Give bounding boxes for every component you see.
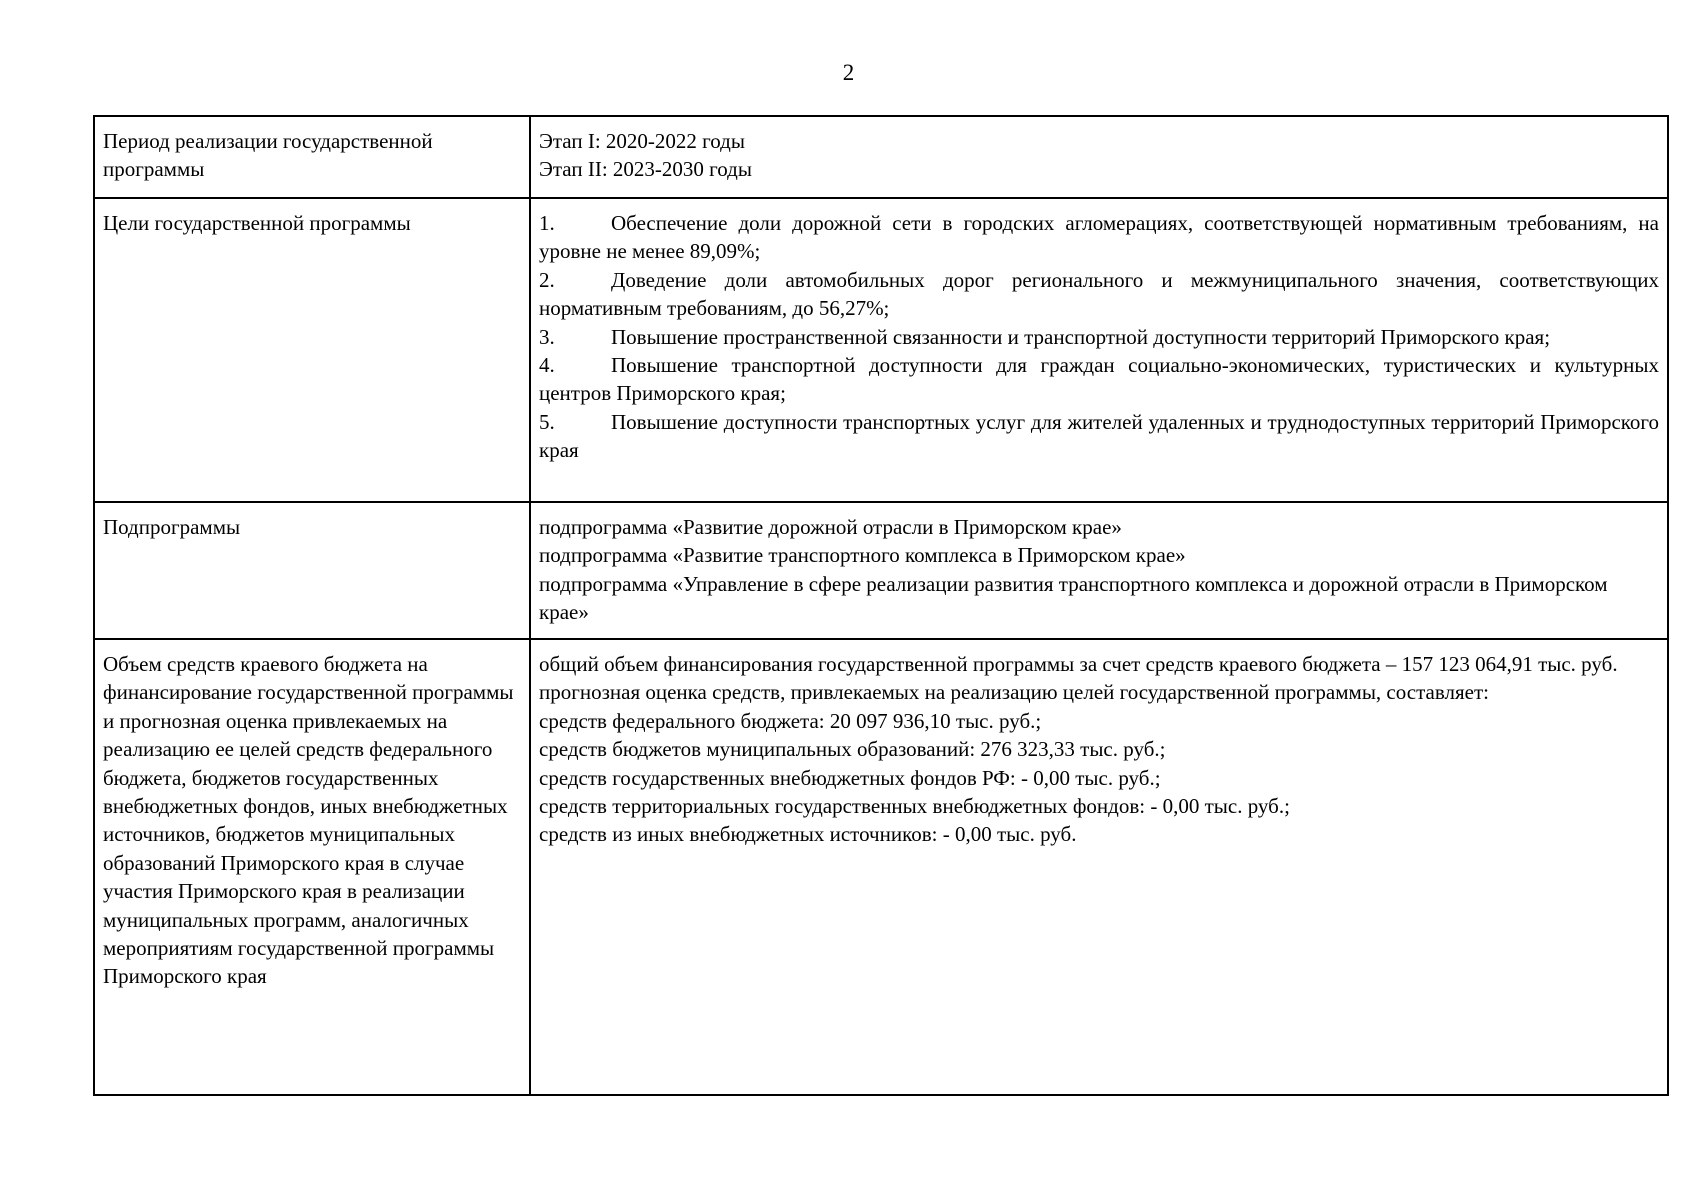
- goal-item: [539, 323, 1659, 351]
- budget-source-state-funds: средств государственных внебюджетных фондов РФ: - 0,00 тыс. руб.;: [539, 765, 1161, 790]
- budget-source-municipal: средств бюджетов муниципальных образований: 276 323,33 тыс. руб.;: [539, 737, 1166, 762]
- stage-2: Этап II: 2023-2030 годы: [539, 157, 752, 182]
- budget-value: [530, 639, 1668, 1095]
- goal-text: Повышение доступности транспортных услуг для жителей удаленных и труднодоступных территорий Приморского края: [539, 409, 1659, 463]
- goal-number: 4.: [539, 353, 555, 378]
- period-label: Период реализации государственной программы: [94, 116, 530, 198]
- budget-source-federal: средств федерального бюджета: 20 097 936,10 тыс. руб.;: [539, 708, 1042, 733]
- goal-item: [539, 209, 1659, 266]
- subprogram-item: подпрограмма «Развитие дорожной отрасли в Приморском крае»: [539, 515, 1122, 539]
- period-value: [530, 116, 1668, 198]
- goal-number: 1.: [539, 211, 555, 235]
- goal-number: 5.: [539, 409, 555, 434]
- table-row-period: [94, 116, 1668, 198]
- table-row-budget: [94, 639, 1668, 1095]
- goal-number: 2.: [539, 267, 555, 292]
- budget-total: общий объем финансирования государственной программы за счет средств краевого бюджета – 157 123 064,91 тыс. руб.: [539, 652, 1618, 676]
- goal-text: Доведение доли автомобильных дорог регионального и межмуниципального значения, соответствующих нормативным требованиям, до 56,27%;: [539, 267, 1659, 321]
- goal-item: [539, 351, 1659, 408]
- subprogram-item: подпрограмма «Развитие транспортного комплекса в Приморском крае»: [539, 543, 1186, 568]
- goals-value: [530, 198, 1668, 502]
- goal-number: 3.: [539, 324, 555, 349]
- subprograms-value: [530, 502, 1668, 639]
- subprogram-item: подпрограмма «Управление в сфере реализации развития транспортного комплекса и дорожной отрасли в Приморском крае»: [539, 571, 1608, 625]
- budget-label: Объем средств краевого бюджета на финансирование государственной программы и прогнозная оценка привлекаемых на реализацию ее целей средств федерального бюджета, бюджетов государственных внебюджетных фондов, иных внебюджетных источников, бюджетов муниципальных образований Приморского края в случае участия Приморского края в реализации муниципальных программ, аналогичных мероприятиям государственной программы Приморского края: [94, 639, 530, 1095]
- budget-forecast-intro: прогнозная оценка средств, привлекаемых на реализацию целей государственной программы, составляет:: [539, 680, 1489, 705]
- subprograms-label: Подпрограммы: [94, 502, 530, 639]
- goal-text: Повышение транспортной доступности для граждан социально-экономических, туристических и культурных центров Приморского края;: [539, 353, 1659, 406]
- budget-source-territorial-funds: средств территориальных государственных внебюджетных фондов: - 0,00 тыс. руб.;: [539, 794, 1290, 819]
- table-row-goals: [94, 198, 1668, 502]
- page-number: 2: [842, 60, 855, 85]
- goal-text: Повышение пространственной связанности и транспортной доступности территорий Приморского края;: [611, 324, 1551, 349]
- budget-source-other: средств из иных внебюджетных источников: - 0,00 тыс. руб.: [539, 822, 1077, 847]
- goal-item: [539, 266, 1659, 323]
- stage-1: Этап I: 2020-2022 годы: [539, 129, 745, 153]
- table-row-subprograms: [94, 502, 1668, 639]
- goals-label: Цели государственной программы: [94, 198, 530, 502]
- goal-text: Обеспечение доли дорожной сети в городских агломерациях, соответствующей нормативным требованиям, на уровне не менее 89,09%;: [539, 211, 1659, 264]
- goal-item: [539, 408, 1659, 465]
- program-passport-table: [93, 115, 1669, 1096]
